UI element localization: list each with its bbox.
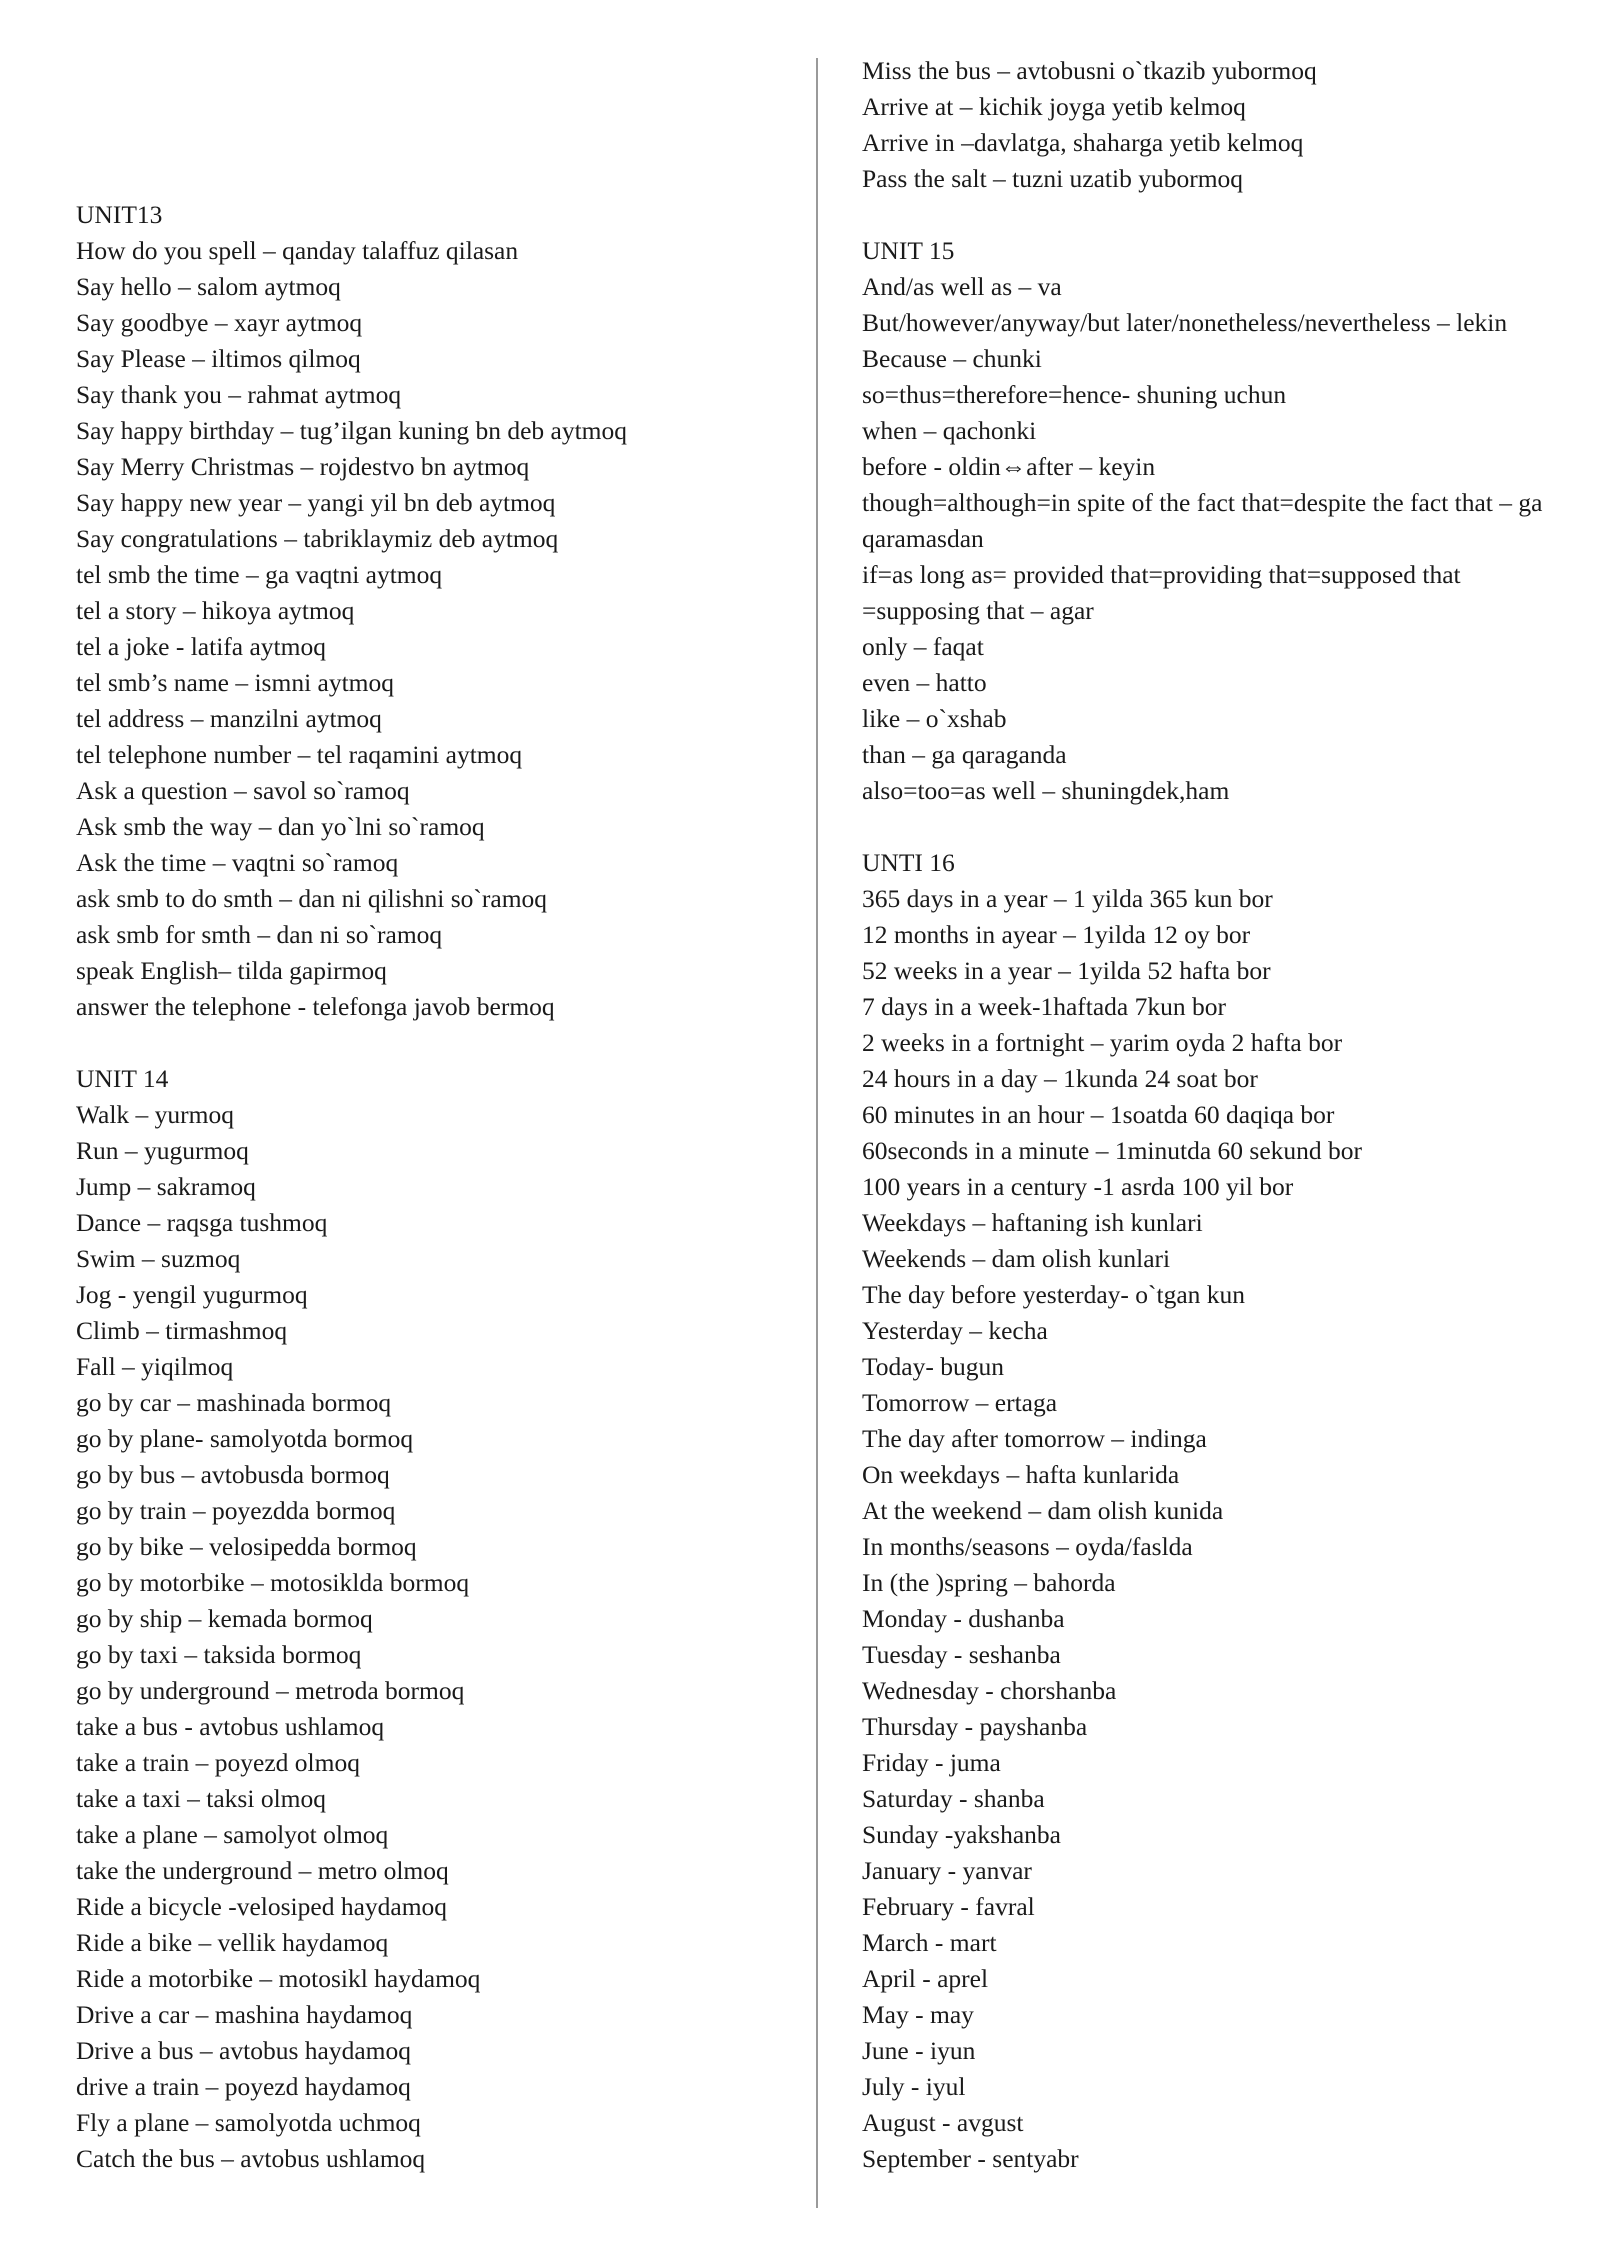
vocab-line: In (the )spring – bahorda <box>862 1568 1116 1597</box>
vocab-line: go by plane- samolyotda bormoq <box>76 1424 414 1453</box>
vocab-line: 2 weeks in a fortnight – yarim oyda 2 hafta bor <box>862 1028 1343 1057</box>
vocab-line: Say thank you – rahmat aytmoq <box>76 380 402 409</box>
vocab-line: Dance – raqsga tushmoq <box>76 1208 328 1237</box>
vocab-line: take a plane – samolyot olmoq <box>76 1820 389 1849</box>
vocab-line: Fall – yiqilmoq <box>76 1352 234 1381</box>
vocab-line: go by train – poyezdda bormoq <box>76 1496 396 1525</box>
vocab-line: 24 hours in a day – 1kunda 24 soat bor <box>862 1064 1258 1093</box>
vocab-line: Ride a bike – vellik haydamoq <box>76 1928 389 1957</box>
vocab-line: tel smb the time – ga vaqtni aytmoq <box>76 560 443 589</box>
vocab-line: In months/seasons – oyda/faslda <box>862 1532 1193 1561</box>
vocab-line: go by ship – kemada bormoq <box>76 1604 373 1633</box>
vocab-line: than – ga qaraganda <box>862 740 1067 769</box>
vocab-line: if=as long as= provided that=providing that=supposed that =supposing that – agar <box>862 560 1461 625</box>
vocab-line: tel a story – hikoya aytmoq <box>76 596 355 625</box>
vocab-line: Say Please – iltimos qilmoq <box>76 344 361 373</box>
vocab-line: 52 weeks in a year – 1yilda 52 hafta bor <box>862 956 1271 985</box>
vocab-line: go by underground – metroda bormoq <box>76 1676 465 1705</box>
vocab-line: February - favral <box>862 1892 1035 1921</box>
vocab-line: though=although=in spite of the fact that=despite the fact that – ga qaramasdan <box>862 488 1543 553</box>
vocab-line: January - yanvar <box>862 1856 1032 1885</box>
vocab-line: Drive a bus – avtobus haydamoq <box>76 2036 411 2065</box>
vocab-line: drive a train – poyezd haydamoq <box>76 2072 411 2101</box>
vocab-line: take the underground – metro olmoq <box>76 1856 449 1885</box>
vocab-line: Yesterday – kecha <box>862 1316 1048 1345</box>
vocab-line: 365 days in a year – 1 yilda 365 kun bor <box>862 884 1273 913</box>
vocab-line: Pass the salt – tuzni uzatib yubormoq <box>862 164 1244 193</box>
vocab-line: Jog - yengil yugurmoq <box>76 1280 308 1309</box>
vocab-line: Thursday - payshanba <box>862 1712 1088 1741</box>
vocab-line: Tuesday - seshanba <box>862 1640 1061 1669</box>
vocab-line: Arrive at – kichik joyga yetib kelmoq <box>862 92 1246 121</box>
vocab-line: Ask smb the way – dan yo`lni so`ramoq <box>76 812 485 841</box>
vocab-line: tel smb’s name – ismni aytmoq <box>76 668 395 697</box>
vocab-line: Say congratulations – tabriklaymiz deb aytmoq <box>76 524 559 553</box>
unit16-heading: UNTI 16 <box>862 848 955 877</box>
vocab-line: before - oldin⇔after – keyin <box>862 452 1156 481</box>
vocab-line: take a bus - avtobus ushlamoq <box>76 1712 385 1741</box>
vocab-line: speak English– tilda gapirmoq <box>76 956 387 985</box>
vocab-line: 60seconds in a minute – 1minutda 60 sekund bor <box>862 1136 1363 1165</box>
vocab-line: On weekdays – hafta kunlarida <box>862 1460 1180 1489</box>
vocab-line: Ride a motorbike – motosikl haydamoq <box>76 1964 481 1993</box>
vocab-line: Monday - dushanba <box>862 1604 1065 1633</box>
vocab-line: tel a joke - latifa aytmoq <box>76 632 326 661</box>
vocab-line: Today- bugun <box>862 1352 1004 1381</box>
vocab-line: But/however/anyway/but later/nonetheless/nevertheless – lekin <box>862 308 1508 337</box>
vocab-line: Weekends – dam olish kunlari <box>862 1244 1171 1273</box>
vocab-line: Ride a bicycle -velosiped haydamoq <box>76 1892 448 1921</box>
vocab-line: Saturday - shanba <box>862 1784 1045 1813</box>
vocab-line: Swim – suzmoq <box>76 1244 241 1273</box>
vocab-line: when – qachonki <box>862 416 1037 445</box>
vocab-line: Jump – sakramoq <box>76 1172 256 1201</box>
vocab-line: At the weekend – dam olish kunida <box>862 1496 1224 1525</box>
unit15-list <box>862 269 1562 809</box>
vocab-line: ask smb to do smth – dan ni qilishni so`ramoq <box>76 884 548 913</box>
vocab-line: The day before yesterday- o`tgan kun <box>862 1280 1246 1309</box>
vocab-line: Say Merry Christmas – rojdestvo bn aytmoq <box>76 452 530 481</box>
vocab-line: 100 years in a century -1 asrda 100 yil bor <box>862 1172 1294 1201</box>
unit15-heading: UNIT 15 <box>862 236 955 265</box>
vocab-line: Run – yugurmoq <box>76 1136 249 1165</box>
vocab-line: Sunday -yakshanba <box>862 1820 1061 1849</box>
vocab-line: Arrive in –davlatga, shaharga yetib kelmoq <box>862 128 1304 157</box>
unit16-list <box>862 881 1562 2177</box>
vocab-line: 60 minutes in an hour – 1soatda 60 daqiqa bor <box>862 1100 1335 1129</box>
vocab-line: like – o`xshab <box>862 704 1007 733</box>
vocab-line: go by bike – velosipedda bormoq <box>76 1532 417 1561</box>
vocab-line: go by bus – avtobusda bormoq <box>76 1460 390 1489</box>
vocab-line: Friday - juma <box>862 1748 1001 1777</box>
vocab-line: take a taxi – taksi olmoq <box>76 1784 326 1813</box>
vocab-line: also=too=as well – shuningdek,ham <box>862 776 1230 805</box>
vocab-line: so=thus=therefore=hence- shuning uchun <box>862 380 1287 409</box>
vocab-line: September - sentyabr <box>862 2144 1079 2173</box>
vocab-line: August - avgust <box>862 2108 1024 2137</box>
vocab-line: July - iyul <box>862 2072 966 2101</box>
left-column <box>76 197 796 2177</box>
vocab-line: take a train – poyezd olmoq <box>76 1748 360 1777</box>
unit13-list <box>76 233 796 1025</box>
vocab-line: 7 days in a week-1haftada 7kun bor <box>862 992 1226 1021</box>
vocab-line: Climb – tirmashmoq <box>76 1316 288 1345</box>
right-column <box>862 53 1562 2177</box>
vocab-line: go by motorbike – motosiklda bormoq <box>76 1568 470 1597</box>
unit14-heading: UNIT 14 <box>76 1064 169 1093</box>
vocab-line: even – hatto <box>862 668 987 697</box>
vocab-line: The day after tomorrow – indinga <box>862 1424 1207 1453</box>
vocab-line: Ask the time – vaqtni so`ramoq <box>76 848 399 877</box>
vocab-line: Say hello – salom aytmoq <box>76 272 341 301</box>
vocab-line: ask smb for smth – dan ni so`ramoq <box>76 920 443 949</box>
vocab-line: March - mart <box>862 1928 997 1957</box>
vocab-line: May - may <box>862 2000 974 2029</box>
vocab-line: tel address – manzilni aytmoq <box>76 704 382 733</box>
unit14-list <box>76 1097 796 2177</box>
unit14-continued-list <box>862 53 1562 197</box>
vocab-line: go by taxi – taksida bormoq <box>76 1640 362 1669</box>
vocab-line: go by car – mashinada bormoq <box>76 1388 392 1417</box>
vocab-line: tel telephone number – tel raqamini aytmoq <box>76 740 523 769</box>
vocab-line: Miss the bus – avtobusni o`tkazib yubormoq <box>862 56 1317 85</box>
vocab-line: Drive a car – mashina haydamoq <box>76 2000 413 2029</box>
vocab-line: How do you spell – qanday talaffuz qilasan <box>76 236 519 265</box>
vocab-line: Because – chunki <box>862 344 1042 373</box>
unit13-heading: UNIT13 <box>76 200 163 229</box>
vocab-line: And/as well as – va <box>862 272 1062 301</box>
vocab-line: Wednesday - chorshanba <box>862 1676 1117 1705</box>
vocab-line: Weekdays – haftaning ish kunlari <box>862 1208 1203 1237</box>
vocab-line: Tomorrow – ertaga <box>862 1388 1058 1417</box>
vocab-line: Walk – yurmoq <box>76 1100 235 1129</box>
vocab-line: Ask a question – savol so`ramoq <box>76 776 410 805</box>
vocab-line: Say happy new year – yangi yil bn deb aytmoq <box>76 488 556 517</box>
vocab-line: Say goodbye – xayr aytmoq <box>76 308 363 337</box>
column-divider <box>816 58 818 2208</box>
vocab-line: Say happy birthday – tug’ilgan kuning bn deb aytmoq <box>76 416 628 445</box>
vocab-line: only – faqat <box>862 632 984 661</box>
vocab-line: 12 months in ayear – 1yilda 12 oy bor <box>862 920 1251 949</box>
vocab-line: June - iyun <box>862 2036 976 2065</box>
vocab-line: April - aprel <box>862 1964 989 1993</box>
vocab-line: answer the telephone - telefonga javob bermoq <box>76 992 555 1021</box>
vocab-line: Fly a plane – samolyotda uchmoq <box>76 2108 421 2137</box>
vocab-line: Catch the bus – avtobus ushlamoq <box>76 2144 426 2173</box>
